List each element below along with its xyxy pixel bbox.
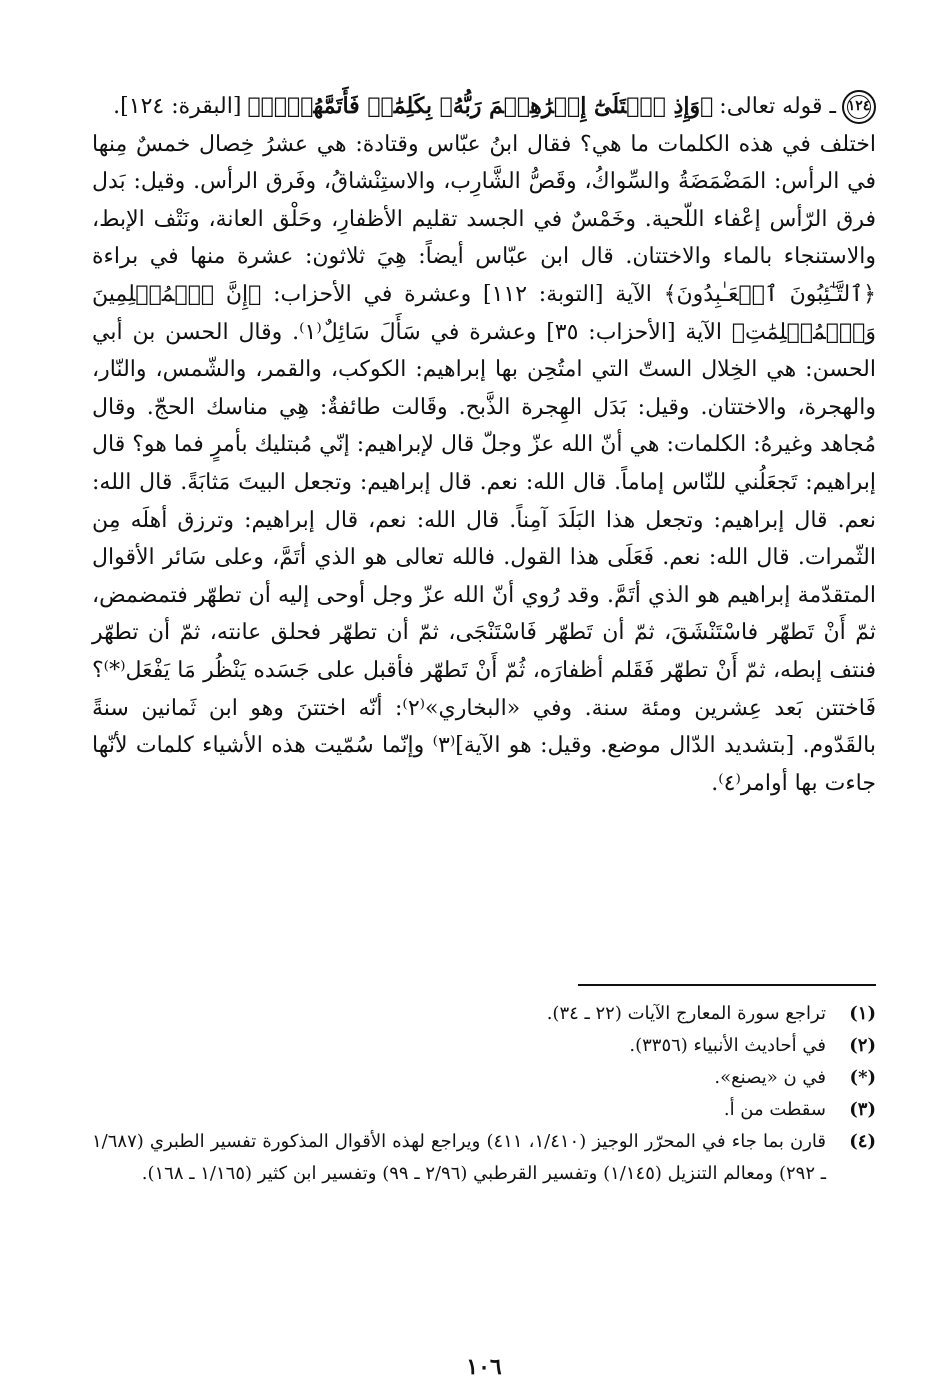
commentary-paragraph: اختلف في هذه الكلمات ما هي؟ فقال ابنُ عبّاس وقتادة: هي عشرُ خِصال خمسٌ مِنها في الرأس: المَضْمَضَةُ والسِّواكُ، وقَصُّ الشَّارِب، والاستِنْشاقُ، وفَرق الرأس. وقيل: بَدل فرق الرّأس إعْفاء اللّحية. وخَمْسٌ في الجسد تقليم الأظفارِ، وحَلْق العانة، ونَتْف الإبط، والاستنجاء بالماء والاختتان. قال ابن عبّاس أيضاً: هِيَ ثلاثون: عشرة منها في براءة ﴿ٱلتَّـٰٓئِبُونَ ٱلۡعَـٰبِدُونَ﴾ الآية [التوبة: ١١٢] وعشرة في الأحزاب: ﴿إِنَّ ٱلۡمُسۡلِمِينَ وَٱلۡمُسۡلِمَٰتِ﴾ الآية [الأحزاب: ٣٥] وعشرة في سَأَلَ سَائِلٌ⁽١⁾. وقال الحسن بن أبي الحسن: هي الخِلال الستّ التي امتُحِن بها إبراهيم: الكوكب، والقمر، والشّمس، والنّار، والهجرة، والاختتان. وقيل: بَدَل الهِجرة الذَّبح. وقَالت طائفةٌ: هِي مناسك الحجّ. وقال مُجاهد وغيرهُ: الكلمات: هي أنّ الله عزّ وجلّ قال لإبراهيم: إنّي مُبتليك بأمرٍ فما هو؟ قال إبراهيم: تَجعَلُني للنّاس إماماً. قال الله: نعم. قال إبراهيم: وتجعل البيتَ مَثابَةً. قال الله: نعم. قال إبراهيم: وتجعل هذا البَلَدَ آمِناً. قال الله: نعم، قال إبراهيم: وترزق أهلَه مِن الثّمرات. قال الله: نعم. فَعَلَى هذا القول. فالله تعالى هو الذي أتَمَّ، وعلى سَائر الأقوال المتقدّمة إبراهيم هو الذي أتَمَّ. وقد رُوي أنّ الله عزّ وجل أوحى إليه أن تطهّر فتمضمض، ثمّ أَنْ تَطهّر فاسْتَنْشَقَ، ثمّ أن تَطهّر فَاسْتَنْجَى، ثمّ أن تطهّر فحلق عانته، ثمّ أن تطهّر فنتف إبطه، ثمّ أَنْ تطهّر فَقَلم أظفارَه، ثُمّ أَنْ تَطهّر فأقبل على جَسَده يَنْظُر مَا يَفْعَل⁽*⁾؟ فَاختتن بَعد عِشرين ومئة سنة. وفي «البخاري»⁽٢⁾: أنّه اختتنَ وهو ابن ثَمانين سنةً بالقَدّوم. [بتشديد الدّال موضع. وقيل: هو الآية]⁽٣⁾ وإنّما سُمّيت هذه الأشياء كلمات لأنّها جاءت بها أوامر⁽٤⁾. [92,131,877,796]
footnotes-list [92,998,876,1190]
commentary-body [92,126,876,803]
footnote-text: في ن «يصنع». [714,1067,826,1088]
footnote-item [92,1062,876,1094]
footnote-text: في أحاديث الأنبياء (٣٣٥٦). [629,1035,826,1056]
footnote-text: سقطت من أ. [723,1099,826,1120]
footnote-divider [578,984,876,986]
verse-number: ١٢٤ [847,95,871,119]
footnote-number: (٢) [849,1035,876,1056]
footnote-number: (١) [849,1003,876,1024]
footnote-item [92,998,876,1030]
verse-number-marker [842,90,876,124]
verse-reference: [البقرة: ١٢٤]. [113,94,242,119]
footnote-text: تراجع سورة المعارج الآيات (٢٢ ـ ٣٤). [546,1003,826,1024]
quran-verse: ﴿وَإِذِ ٱبۡتَلَىٰٓ إِبۡرَٰهِـۧمَ رَبُّهُۥ بِكَلِمَٰتٖ فَأَتَمَّهُنَّۖ﴾ [247,93,714,119]
footnote-number: (٣) [849,1099,876,1120]
footnote-item [92,1030,876,1062]
footnote-number: (٤) [849,1131,876,1152]
verse-intro: ـ قوله تعالى: [719,94,836,119]
footnote-number: (*) [849,1067,876,1088]
page-number: ١٠٦ [466,1354,502,1380]
footnote-item [92,1126,876,1190]
book-page [92,88,877,1380]
footnote-item [92,1094,876,1126]
footnote-text: قارن بما جاء في المحرّر الوجيز (١/٤١٠، ٤١١) ويراجع لهذه الأقوال المذكورة تفسير الطبري (١/٦٨٧ ـ ٢٩٢) ومعالم التنزيل (١/١٤٥) وتفسير القرطبي (٢/٩٦ ـ ٩٩) وتفسير ابن كثير (١/١٦٥ ـ ١٦٨). [92,1131,826,1184]
verse-heading [92,88,876,126]
